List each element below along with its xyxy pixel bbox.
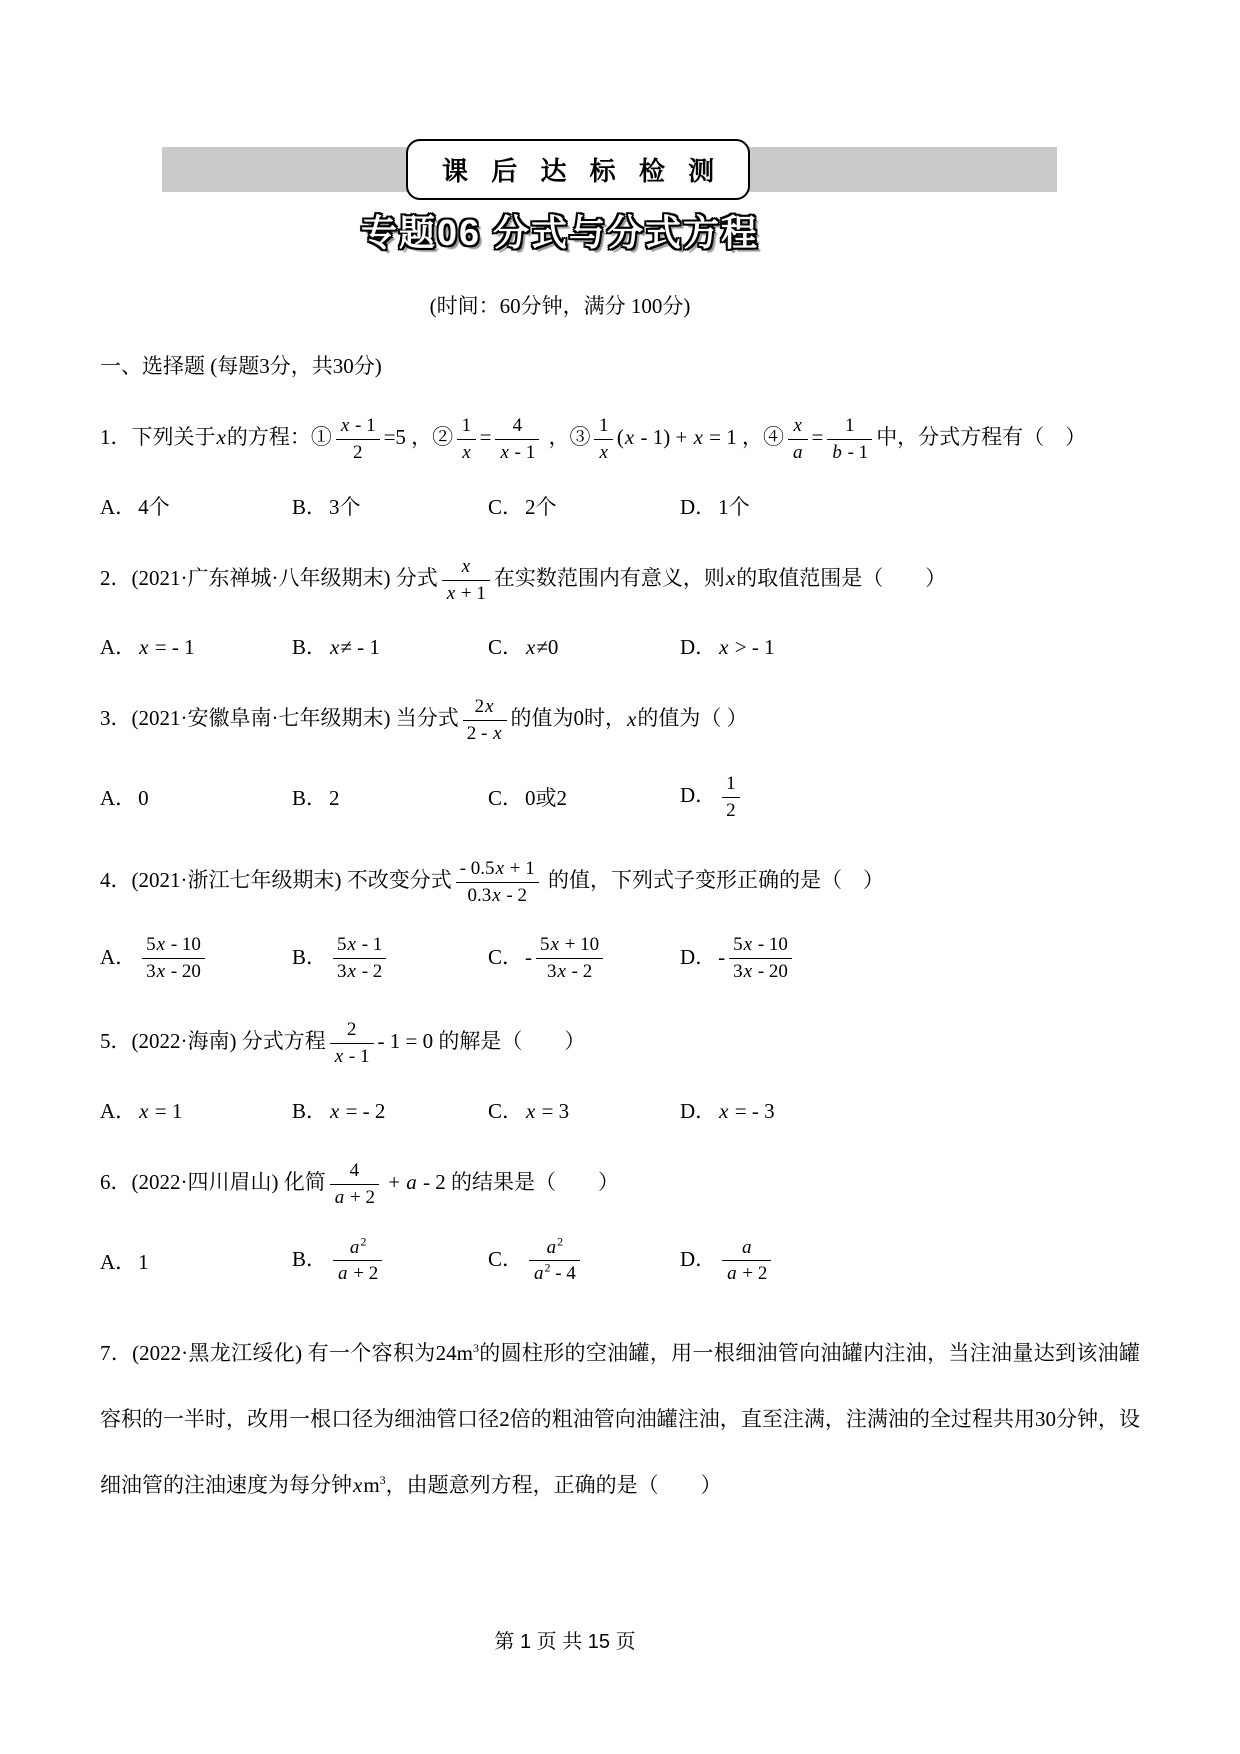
fraction-denominator [333, 1260, 382, 1286]
math-fraction [788, 414, 808, 465]
math-variable: a [546, 1236, 557, 1258]
math-superscript: 3 [472, 1341, 479, 1356]
math-variable: x [156, 934, 166, 956]
text-run: 5 [733, 934, 743, 956]
option-label: D． [680, 1246, 717, 1271]
text-run: + 1 [456, 582, 486, 604]
math-variable: x [462, 441, 471, 463]
text-run: = - 3 [729, 1098, 775, 1123]
option-d [680, 772, 960, 823]
text-run: - [525, 944, 533, 969]
fraction-denominator [722, 797, 740, 823]
math-variable: x [627, 706, 637, 731]
question-1 [100, 414, 1140, 521]
option-content [138, 635, 194, 659]
option-label: A． [100, 635, 137, 660]
math-fraction [722, 1236, 771, 1287]
text-run: - 1 [356, 934, 383, 956]
text-run: 3 [733, 961, 743, 983]
math-variable: x [330, 635, 340, 660]
math-fraction [729, 933, 792, 984]
text-run: 2 [726, 799, 736, 821]
text-run: - 10 [166, 934, 201, 956]
option-b [292, 782, 488, 812]
text-run: ≠0 [536, 635, 559, 660]
fraction-denominator [722, 1260, 771, 1286]
fraction-denominator [827, 439, 872, 465]
math-variable: x [526, 1098, 536, 1123]
text-run: - [718, 944, 726, 969]
text-run: 2个 [525, 494, 557, 519]
text-run: 1 [845, 415, 855, 436]
option-label: D． [680, 494, 717, 519]
text-run: - 20 [753, 961, 788, 983]
fraction-numerator [330, 1018, 374, 1043]
option-label: B． [292, 786, 328, 811]
math-fraction [456, 857, 539, 908]
question-3 [100, 695, 1140, 822]
text-run: 的值为0时， [510, 706, 626, 731]
math-variable: x [719, 635, 729, 660]
option-label: C． [488, 494, 524, 519]
text-run: 的值，下列式子变形正确的是（ ） [542, 867, 884, 892]
fraction-numerator [788, 414, 808, 439]
option-label: C． [488, 1246, 524, 1271]
text-run: 0.3 [467, 884, 492, 906]
text-run: = [811, 425, 824, 450]
option-content [718, 495, 750, 519]
text-run: 的圆柱形的空油罐，用一根细油管向油罐内注油，当注油量达到该油罐容积的一半时，改用一根口径为细油管口径2倍的粗油管向油罐注油，直至注满，注满油的全过程共用30分钟，设细油管的注油速度为每分钟 [100, 1341, 1140, 1498]
math-fraction [330, 1018, 374, 1069]
option-content [718, 1236, 775, 1285]
math-fraction [463, 695, 507, 746]
fraction-denominator [788, 439, 808, 465]
option-content [138, 934, 209, 983]
text-run: 5 [146, 934, 156, 956]
math-fraction [333, 933, 386, 984]
option-label: D． [680, 783, 717, 808]
text-run: 7．(2022·黑龙江绥化) 有一个容积为24m [100, 1341, 473, 1366]
question-list [100, 414, 1140, 1518]
math-variable: a [727, 1263, 737, 1285]
fraction-numerator [594, 414, 612, 439]
fraction-denominator [594, 439, 612, 465]
text-run: - 4 [550, 1263, 576, 1285]
option-label: A． [100, 944, 137, 969]
math-fraction [333, 1236, 382, 1287]
option-content [718, 635, 774, 659]
question-stem [100, 695, 1140, 746]
text-run: 1 [726, 773, 736, 795]
option-label: B． [292, 944, 328, 969]
fraction-numerator [333, 1236, 382, 1261]
option-label: D． [680, 944, 717, 969]
fraction-numerator [463, 695, 507, 720]
text-run: 5 [540, 934, 550, 956]
option-content [525, 635, 558, 659]
option-content [329, 1234, 386, 1285]
question-stem [100, 857, 1140, 908]
question-stem [100, 1159, 1140, 1210]
option-row [100, 933, 960, 984]
fraction-denominator [529, 1260, 580, 1286]
math-variable: x [793, 415, 802, 436]
text-run: - 1 [344, 1045, 370, 1067]
fraction-denominator [336, 439, 380, 465]
option-content [329, 934, 390, 983]
math-variable: x [493, 723, 502, 745]
math-variable: b [832, 441, 842, 463]
text-run: + 2 [345, 1186, 375, 1208]
question-stem [100, 1320, 1140, 1518]
option-label: A． [100, 1098, 137, 1123]
option-label: C． [488, 635, 524, 660]
math-variable: x [624, 425, 635, 450]
text-run: 2 [352, 441, 363, 463]
text-run: - 10 [753, 934, 788, 956]
text-run: - 2 的结果是（ ） [417, 1169, 620, 1194]
math-variable: x [492, 884, 501, 906]
option-content [525, 495, 557, 519]
fraction-numerator [333, 933, 386, 958]
math-fraction [529, 1236, 580, 1287]
text-run: = - 1 [149, 635, 195, 660]
text-run: - 2 [356, 961, 383, 983]
fraction-numerator [536, 933, 603, 958]
text-run: = 3 [536, 1098, 570, 1123]
text-run: + 1 [505, 857, 535, 879]
option-content [138, 786, 149, 810]
text-run: =5 ，② [383, 425, 454, 450]
text-run: 2 - [466, 723, 493, 745]
math-variable: x [599, 441, 608, 463]
option-c [488, 1095, 680, 1125]
math-variable: x [743, 934, 753, 956]
text-run: + [382, 1169, 406, 1194]
option-b [292, 491, 488, 521]
math-variable: x [725, 565, 736, 590]
option-label: B． [292, 494, 328, 519]
option-d [680, 1095, 960, 1125]
option-label: B． [292, 1246, 328, 1271]
fraction-numerator [456, 857, 539, 882]
text-run: 5 [337, 934, 347, 956]
math-variable: x [526, 635, 536, 660]
text-run: 1 [461, 415, 472, 436]
option-label: D． [680, 635, 717, 660]
text-run: 2 [474, 696, 485, 718]
option-row [100, 772, 960, 823]
fraction-numerator [457, 414, 475, 439]
math-variable: a [334, 1186, 345, 1208]
fraction-denominator [536, 958, 603, 984]
text-run: 3个 [329, 494, 361, 519]
text-run: = 1 [149, 1098, 183, 1123]
title-block [100, 205, 1020, 320]
option-row [100, 491, 960, 521]
math-variable: x [216, 425, 226, 450]
option-row [100, 1095, 960, 1125]
option-row [100, 1236, 960, 1287]
text-run: 5．(2022·海南) 分式方程 [100, 1029, 326, 1054]
math-variable: x [719, 1098, 729, 1123]
option-content [138, 1250, 149, 1274]
math-variable: x [495, 857, 504, 879]
text-run: ，③ [543, 425, 591, 450]
option-content [329, 1099, 385, 1123]
fraction-numerator [330, 1159, 379, 1184]
fraction-denominator [456, 882, 539, 908]
math-variable: x [461, 555, 471, 577]
option-c [488, 1236, 680, 1287]
text-run: 4 [349, 1159, 360, 1181]
option-content [525, 786, 567, 810]
math-variable: x [446, 582, 456, 604]
option-content [718, 1099, 774, 1123]
text-run: 3 [146, 961, 156, 983]
fraction-denominator [463, 720, 507, 746]
option-a [100, 1246, 292, 1276]
text-run: 4个 [138, 494, 170, 519]
math-variable: x [347, 934, 356, 956]
text-run: ( [616, 425, 624, 450]
fraction-denominator [330, 1043, 374, 1069]
math-fraction [827, 414, 872, 465]
math-fraction [336, 414, 380, 465]
banner-pill [406, 139, 750, 200]
option-b [292, 1236, 488, 1287]
fraction-numerator [827, 414, 872, 439]
math-variable: a [742, 1236, 752, 1258]
option-c [488, 491, 680, 521]
option-content [329, 786, 340, 810]
option-content [718, 773, 744, 821]
section-heading: 一、选择题 (每题3分，共30分) [100, 354, 382, 378]
option-label: B． [292, 1098, 328, 1123]
text-run: 0 [138, 786, 149, 811]
question-stem [100, 414, 1140, 465]
math-fraction [330, 1159, 379, 1210]
text-run: - 20 [166, 961, 201, 983]
fraction-numerator [722, 772, 740, 797]
question-5 [100, 1018, 1140, 1125]
page-footer: 第 1 页 共 15 页 [494, 1631, 636, 1653]
text-run: 的取值范围是（ ） [736, 565, 947, 590]
option-d [680, 491, 960, 521]
text-run: 的方程：① [226, 425, 332, 450]
question-stem [100, 555, 1140, 606]
text-run: 中，分式方程有（ ） [876, 425, 1087, 450]
text-run: 1 [138, 1249, 149, 1274]
text-run: 4．(2021·浙江七年级期末) 不改变分式 [100, 867, 452, 892]
question-4 [100, 857, 1140, 984]
math-superscript: 2 [360, 1234, 367, 1249]
option-a [100, 631, 292, 661]
math-variable: x [485, 696, 494, 718]
text-run: ≠ - 1 [340, 635, 380, 660]
math-variable: x [550, 934, 559, 956]
option-c [488, 782, 680, 812]
math-variable: x [353, 1473, 363, 1498]
option-d [680, 933, 960, 984]
math-variable: a [349, 1236, 360, 1258]
text-run: - 2 [501, 884, 527, 906]
option-content [525, 1099, 569, 1123]
math-fraction [722, 772, 740, 823]
question-6 [100, 1159, 1140, 1286]
math-variable: a [793, 441, 803, 463]
math-fraction [536, 933, 603, 984]
fraction-numerator [495, 414, 539, 439]
text-run: - 1 [350, 415, 376, 436]
text-run: 3 [546, 961, 557, 983]
fraction-denominator [142, 958, 205, 984]
fraction-denominator [729, 958, 792, 984]
fraction-numerator [529, 1236, 580, 1261]
text-run: 3．(2021·安徽阜南·七年级期末) 当分式 [100, 706, 459, 731]
text-run: 6．(2022·四川眉山) 化简 [100, 1169, 326, 1194]
text-run: 2．(2021·广东禅城·八年级期末) 分式 [100, 565, 438, 590]
option-label: D． [680, 1098, 717, 1123]
option-a [100, 933, 292, 984]
option-content [138, 1099, 182, 1123]
text-run: 1个 [718, 494, 750, 519]
option-a [100, 782, 292, 812]
math-fraction [457, 414, 475, 465]
math-variable: x [330, 1098, 340, 1123]
option-content [138, 495, 170, 519]
fraction-denominator [457, 439, 475, 465]
text-run: 1．下列关于 [100, 425, 216, 450]
text-run: + 2 [737, 1263, 768, 1285]
text-run: 0或2 [525, 786, 568, 811]
option-content [718, 934, 796, 983]
math-variable: x [334, 1045, 344, 1067]
math-variable: x [139, 635, 149, 660]
exam-time-score: (时间：60分钟，满分 100分) [429, 294, 691, 318]
text-run: ，由题意列方程，正确的是（ ） [385, 1473, 722, 1498]
math-superscript: 2 [557, 1234, 564, 1249]
text-run: + 2 [348, 1263, 379, 1285]
math-variable: a [338, 1263, 348, 1285]
option-label: C． [488, 944, 524, 969]
fraction-numerator [729, 933, 792, 958]
math-variable: x [557, 961, 566, 983]
text-run: - 1) + [635, 425, 693, 450]
option-label: C． [488, 1098, 524, 1123]
fraction-denominator [330, 1184, 379, 1210]
option-label: A． [100, 494, 137, 519]
banner-bar [162, 147, 1057, 192]
text-run: 4 [512, 415, 523, 436]
fraction-numerator [722, 1236, 771, 1261]
text-run: 2 [329, 786, 340, 811]
option-d [680, 1236, 960, 1287]
math-fraction [495, 414, 539, 465]
option-content [525, 1234, 584, 1285]
option-content [525, 934, 607, 983]
fraction-denominator [495, 439, 539, 465]
option-label: C． [488, 786, 524, 811]
math-variable: x [347, 961, 356, 983]
math-superscript: 3 [379, 1473, 386, 1488]
fraction-numerator [442, 555, 490, 580]
question-7 [100, 1320, 1140, 1518]
fraction-numerator [336, 414, 380, 439]
option-label: A． [100, 1249, 137, 1274]
text-run: 的值为（ ） [637, 706, 748, 731]
text-run: = - 2 [340, 1098, 386, 1123]
math-fraction [442, 555, 490, 606]
math-variable: x [693, 425, 703, 450]
option-b [292, 933, 488, 984]
math-fraction [594, 414, 612, 465]
fraction-numerator [142, 933, 205, 958]
fraction-denominator [442, 580, 490, 606]
option-row [100, 631, 960, 661]
option-label: A． [100, 786, 137, 811]
text-run: 3 [337, 961, 347, 983]
math-variable: a [534, 1263, 544, 1285]
math-variable: a [406, 1169, 417, 1194]
text-run: 2 [346, 1019, 357, 1041]
text-run: + 10 [559, 934, 600, 956]
option-content [329, 495, 361, 519]
math-superscript: 2 [544, 1261, 551, 1276]
option-a [100, 491, 292, 521]
text-run: 1 [598, 415, 609, 436]
text-run: - 1 = 0 的解是（ ） [377, 1029, 586, 1054]
fraction-denominator [333, 958, 386, 984]
banner-label: 课 后 达 标 检 测 [442, 156, 723, 186]
option-a [100, 1095, 292, 1125]
math-variable: x [156, 961, 166, 983]
option-content [329, 635, 380, 659]
option-label: B． [292, 635, 328, 660]
question-stem [100, 1018, 1140, 1069]
math-variable: x [743, 961, 753, 983]
page-title: 专题06 分式与分式方程 [360, 212, 760, 253]
option-c [488, 631, 680, 661]
question-2 [100, 555, 1140, 662]
math-variable: x [139, 1098, 149, 1123]
text-run: 在实数范围内有意义，则 [493, 565, 725, 590]
text-run: m [363, 1473, 380, 1498]
text-run: - 1 [509, 441, 536, 463]
option-b [292, 631, 488, 661]
text-run: - 0.5 [459, 857, 495, 879]
text-run: > - 1 [729, 635, 775, 660]
math-variable: x [340, 415, 350, 436]
text-run: - 2 [566, 961, 593, 983]
math-fraction [142, 933, 205, 984]
text-run: - 1 [842, 441, 869, 463]
option-b [292, 1095, 488, 1125]
text-run: = 1 ，④ [703, 425, 785, 450]
option-c [488, 933, 680, 984]
math-variable: x [500, 441, 509, 463]
option-d [680, 631, 960, 661]
text-run: = [479, 425, 492, 450]
